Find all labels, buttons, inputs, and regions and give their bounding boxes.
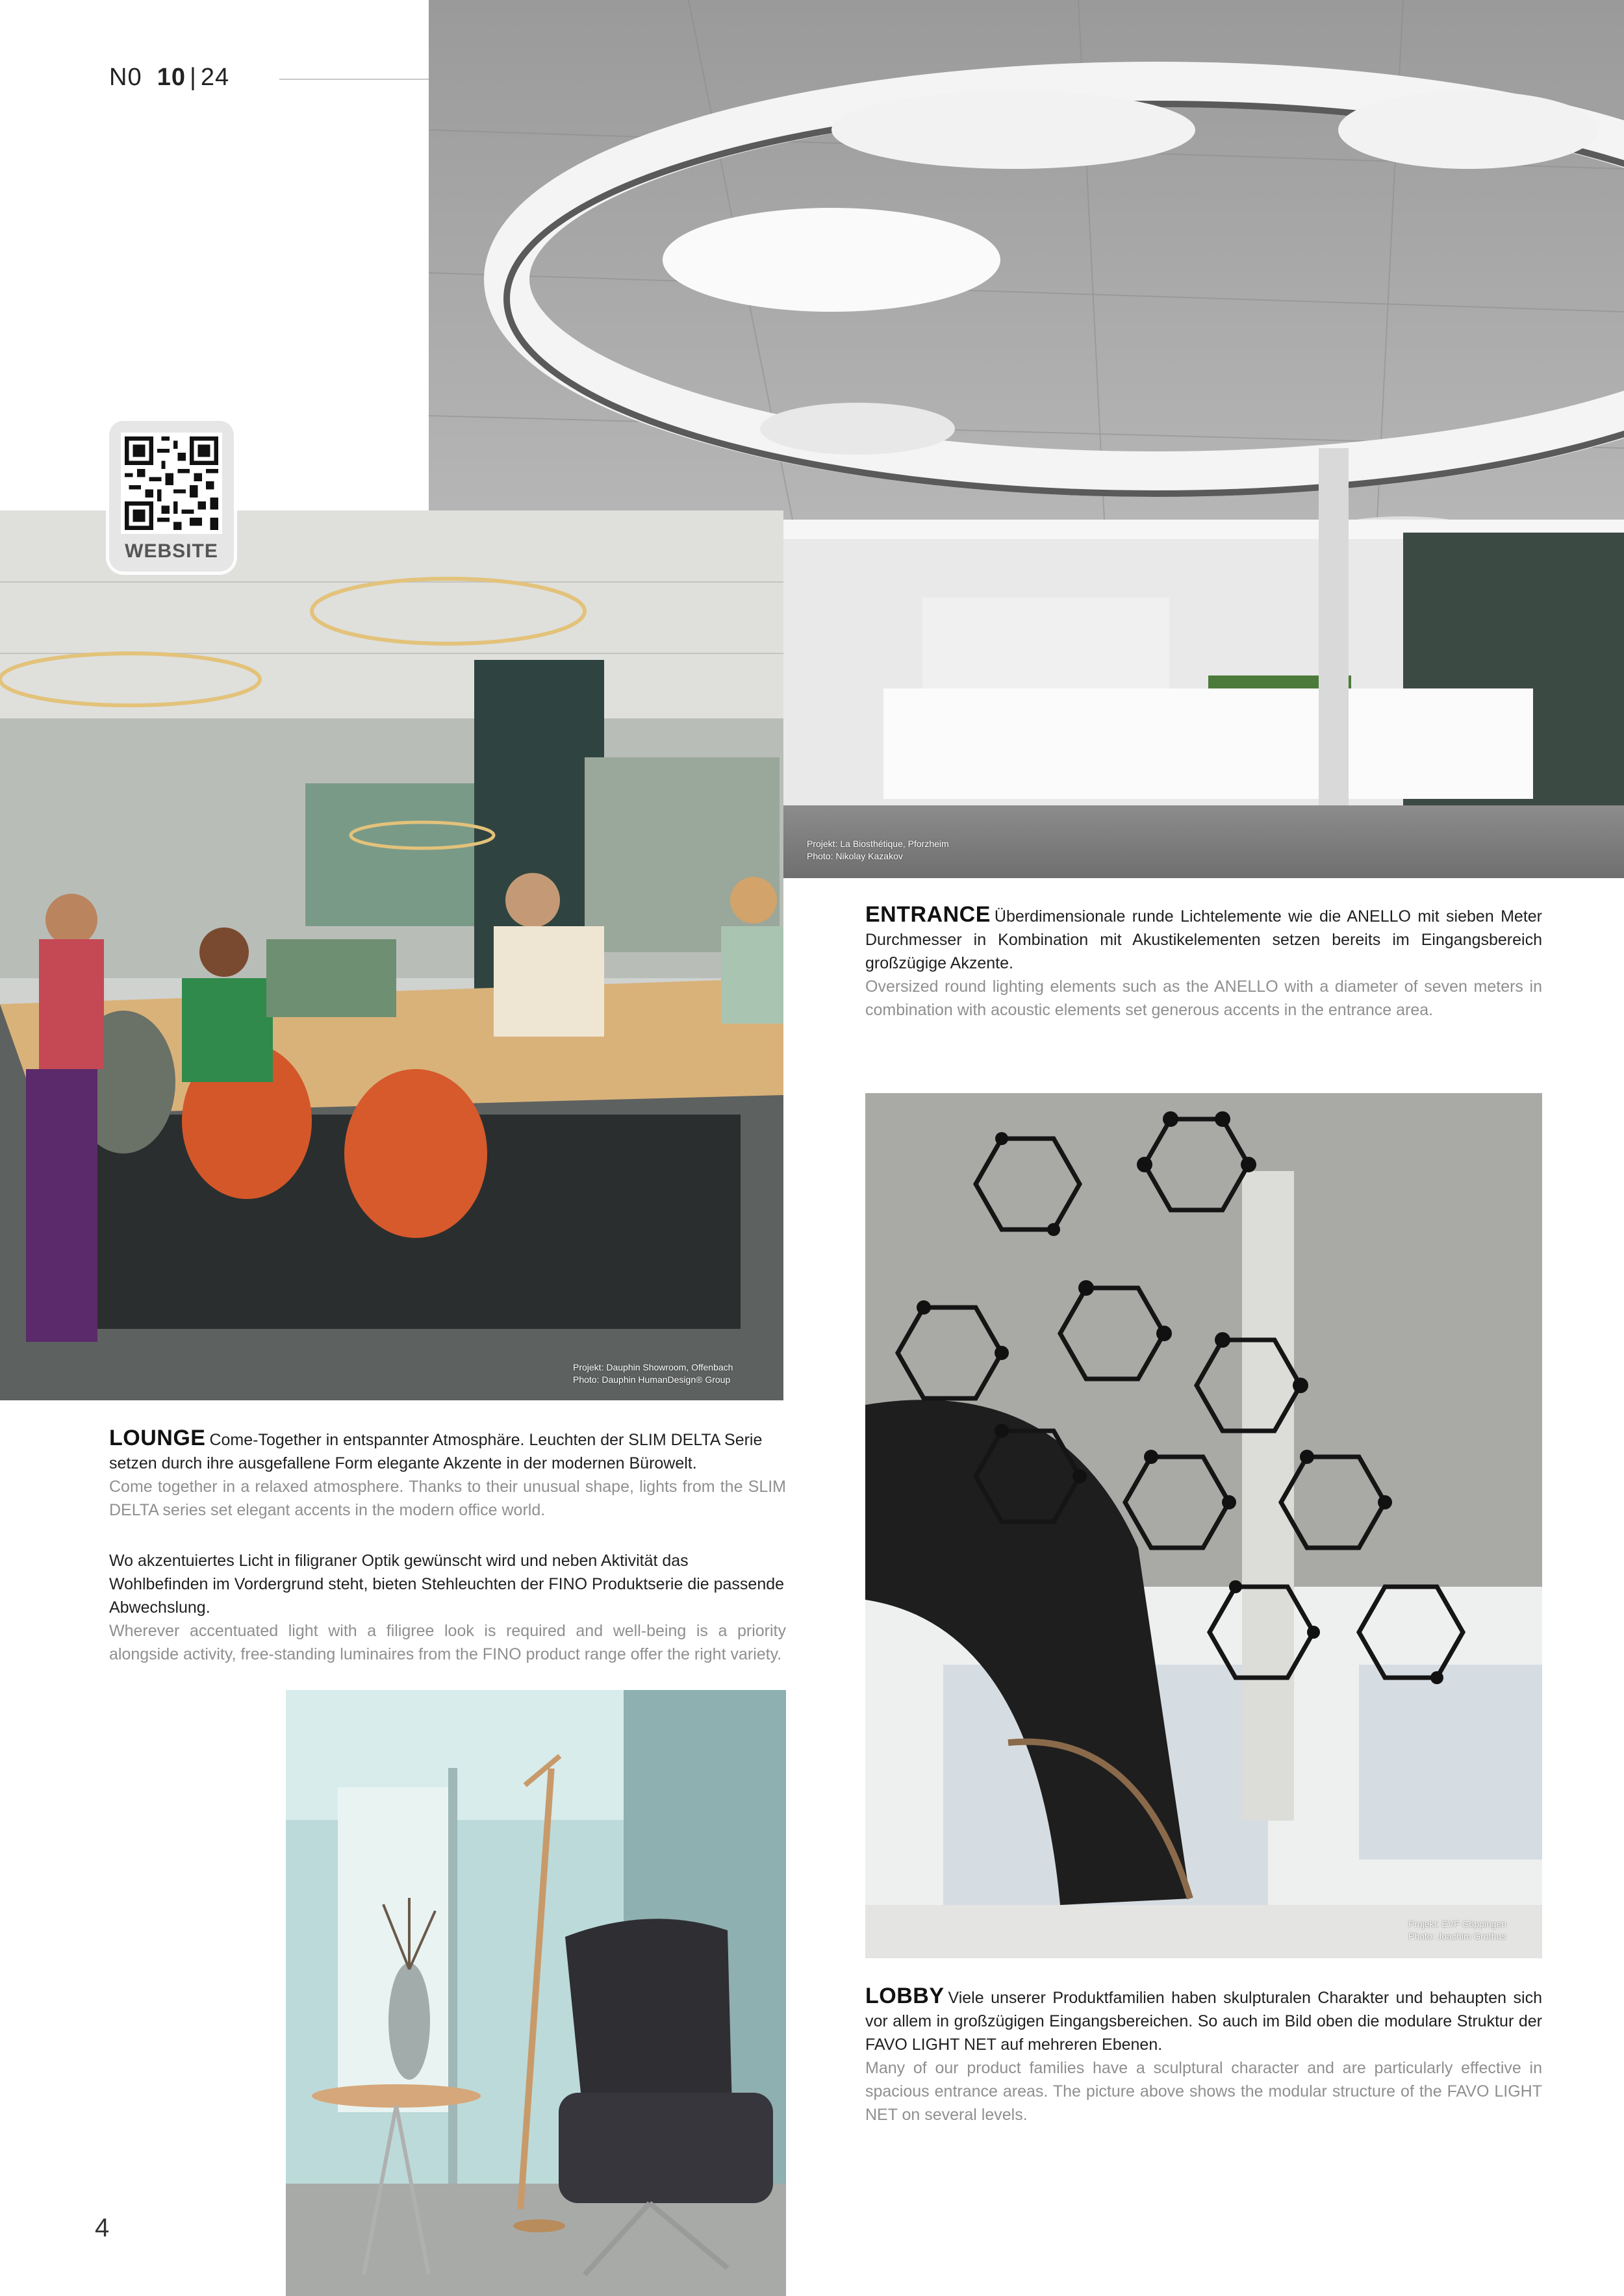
page-number: 4 (95, 2214, 110, 2242)
entrance-caption (807, 838, 949, 863)
lobby-text-en: Many of our product families have a sculptural character and are particularly effective in spacious entrance areas. The picture above shows the modular structure of the FAVO LIGHT NET on several levels. (865, 2059, 1542, 2124)
entrance-text (865, 903, 1542, 1022)
lounge-text-de: Come-Together in entspannter Atmosphäre. Leuchten der SLIM DELTA Serie setzen durch ihre ausgefallene Form elegante Akzente in der modernen Bürowelt. (109, 1431, 763, 1472)
header-rule (279, 79, 429, 80)
qr-label: WEBSITE (125, 540, 218, 562)
issue-separator: | (189, 64, 197, 91)
entrance-text-en: Oversized round lighting elements such as the ANELLO with a diameter of seven meters in combination with acoustic elements set generous accents in the entrance area. (865, 978, 1542, 1019)
lobby-heading: LOBBY (865, 1984, 945, 2008)
issue-number (109, 64, 229, 92)
issue-prefix: N0 (109, 64, 142, 91)
entrance-caption-photo: Photo: Nikolay Kazakov (807, 851, 903, 861)
lobby-caption (1408, 1918, 1506, 1943)
lobby-caption-photo: Photo: Joachim Grothus (1408, 1931, 1506, 1941)
fino-text-de: Wo akzentuiertes Licht in filigraner Optik gewünscht wird und neben Aktivität das Wohlbefinden im Vordergrund steht, bieten Stehleuchten der FINO Produktserie die passende Abwechslung. (109, 1552, 785, 1617)
lounge-caption (573, 1361, 733, 1386)
entrance-text-de: Überdimensionale runde Lichtelemente wie die ANELLO mit sieben Meter Durchmesser in Kombination mit Akustikelementen setzen bereits im Eingangsbereich großzügige Akzente. (865, 907, 1542, 972)
lounge-text-en: Come together in a relaxed atmosphere. Thanks to their unusual shape, lights from the SLIM DELTA series set elegant accents in the modern office world. (109, 1478, 786, 1519)
lobby-text-de: Viele unserer Produktfamilien haben skulpturalen Charakter und behaupten sich vor allem in großzügigen Eingangsbereichen. So auch im Bild oben die modulare Struktur der FAVO LIGHT NET auf mehreren Ebenen. (865, 1989, 1542, 2054)
lounge-caption-photo: Photo: Dauphin HumanDesign® Group (573, 1374, 731, 1385)
lobby-caption-project: Projekt: EVF Göppingen (1408, 1919, 1506, 1929)
issue-year: 24 (200, 64, 230, 91)
lounge-caption-project: Projekt: Dauphin Showroom, Offenbach (573, 1362, 733, 1372)
lounge-photo (0, 511, 783, 1400)
lounge-heading: LOUNGE (109, 1426, 206, 1450)
issue-number-value: 10 (157, 64, 186, 91)
website-qr-badge[interactable] (109, 421, 234, 572)
entrance-heading: ENTRANCE (865, 902, 991, 927)
entrance-caption-project: Projekt: La Biosthétique, Pforzheim (807, 839, 949, 849)
lobby-text (865, 1984, 1542, 2126)
lounge-text (109, 1426, 786, 1666)
lobby-photo (865, 1093, 1542, 1958)
qr-code-icon[interactable] (121, 433, 222, 534)
fino-photo (286, 1690, 786, 2296)
fino-text-en: Wherever accentuated light with a filigree look is required and well-being is a priority alongside activity, free-standing luminaires from the FINO product range offer the right variety. (109, 1622, 786, 1663)
